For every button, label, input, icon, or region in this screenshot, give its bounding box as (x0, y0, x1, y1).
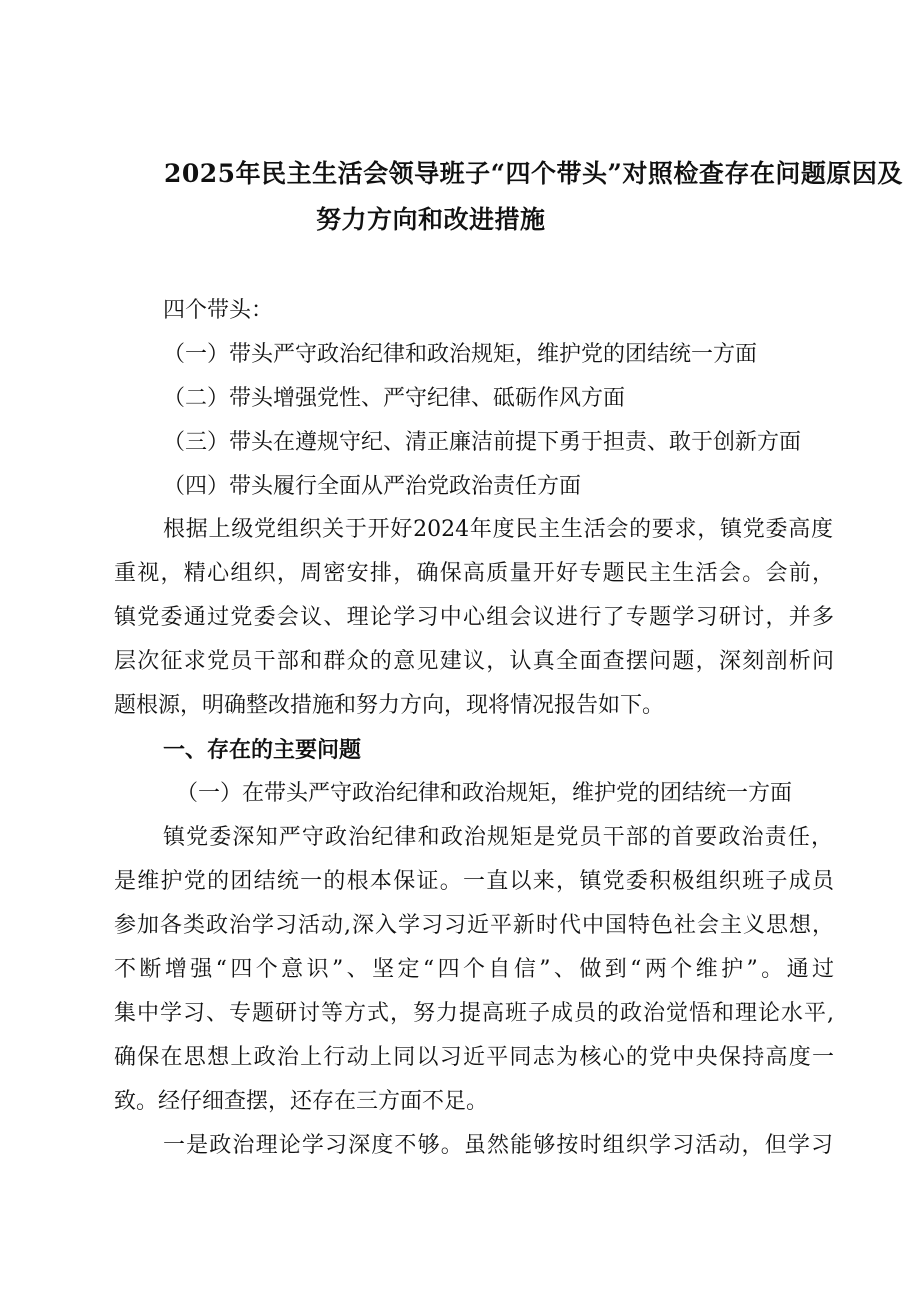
paragraph-1-line: 镇党委通过党委会议、理论学习中心组会议进行了专题学习研讨，并多 (114, 605, 834, 630)
four-leads-item-4: （四）带头履行全面从严治党政治责任方面 (163, 474, 582, 499)
document-title-line-1: 2025年民主生活会领导班子“四个带头”对照检查存在问题原因及 (164, 159, 903, 188)
intro-heading: 四个带头： (163, 298, 274, 323)
paragraph-2-line: 镇党委深知严守政治纪律和政治规矩是党员干部的首要政治责任， (163, 825, 833, 850)
paragraph-3-line: 一是政治理论学习深度不够。虽然能够按时组织学习活动，但学习 (163, 1133, 833, 1158)
paragraph-2-line: 确保在思想上政治上行动上同以习近平同志为核心的党中央保持高度一 (114, 1045, 834, 1070)
paragraph-1-line: 重视，精心组织，周密安排，确保高质量开好专题民主生活会。会前， (114, 561, 834, 586)
paragraph-2-line: 集中学习、专题研讨等方式，努力提高班子成员的政治觉悟和理论水平, (114, 1001, 834, 1026)
paragraph-1-line: 题根源，明确整改措施和努力方向，现将情况报告如下。 (114, 693, 665, 718)
subsection-1-heading: （一）在带头严守政治纪律和政治规矩，维护党的团结统一方面 (176, 781, 793, 806)
four-leads-item-2: （二）带头增强党性、严守纪律、砥砺作风方面 (163, 386, 626, 411)
paragraph-1-line: 层次征求党员干部和群众的意见建议，认真全面查摆问题，深刻剖析问 (114, 649, 834, 674)
paragraph-2-line: 致。经仔细查摆，还存在三方面不足。 (114, 1089, 489, 1114)
paragraph-2-line: 是维护党的团结统一的根本保证。一直以来，镇党委积极组织班子成员 (114, 869, 834, 894)
paragraph-2-line: 参加各类政治学习活动,深入学习习近平新时代中国特色社会主义思想， (114, 913, 834, 938)
four-leads-item-3: （三）带头在遵规守纪、清正廉洁前提下勇于担责、敢于创新方面 (163, 430, 802, 455)
paragraph-2-line: 不断增强“四个意识”、坚定“四个自信”、做到“两个维护”。通过 (114, 957, 834, 982)
section-1-heading: 一、存在的主要问题 (163, 737, 362, 763)
paragraph-1-line: 根据上级党组织关于开好2024年度民主生活会的要求，镇党委高度 (163, 517, 833, 542)
document-title-line-2: 努力方向和改进措施 (316, 205, 546, 234)
four-leads-item-1: （一）带头严守政治纪律和政治规矩，维护党的团结统一方面 (163, 342, 758, 367)
